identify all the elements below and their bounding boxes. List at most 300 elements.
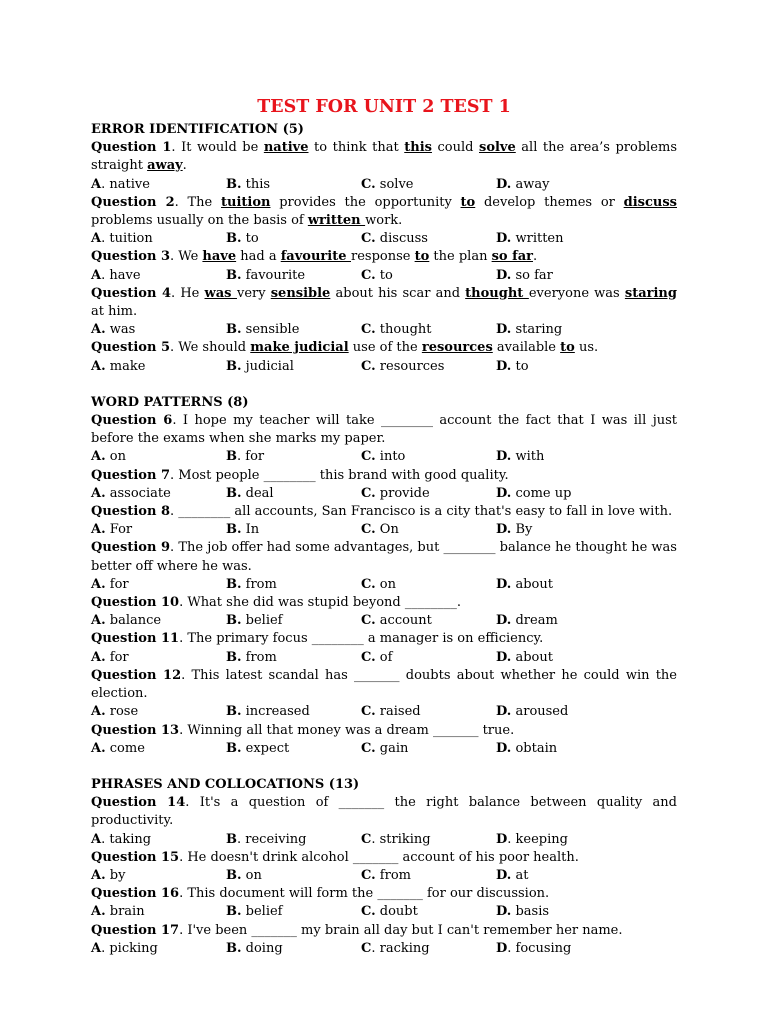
question-text bbox=[91, 139, 677, 175]
option-text: . tuition bbox=[101, 231, 153, 247]
option-text: at bbox=[511, 867, 529, 883]
option-letter: C. bbox=[361, 449, 376, 465]
question-segment: . The primary focus ________ a manager is on efficiency. bbox=[179, 631, 544, 647]
option-letter: B bbox=[226, 831, 237, 847]
option-letter: D. bbox=[496, 867, 512, 883]
option-letter: A. bbox=[91, 576, 106, 592]
option-text: to bbox=[241, 231, 259, 247]
answer-option bbox=[361, 321, 496, 339]
answer-option bbox=[226, 940, 361, 958]
answer-option bbox=[91, 576, 226, 594]
option-text: make bbox=[105, 358, 146, 374]
option-letter: A. bbox=[91, 867, 106, 883]
question-segment: . It's a question of _______ the right balance between quality and productivity. bbox=[91, 795, 677, 829]
option-letter: C. bbox=[361, 867, 376, 883]
option-text: about bbox=[511, 649, 553, 665]
underlined-segment: tuition bbox=[221, 194, 271, 210]
question-segment: at him. bbox=[91, 304, 138, 320]
option-text: written bbox=[511, 231, 564, 247]
option-letter: B. bbox=[226, 231, 242, 247]
answer-option bbox=[361, 576, 496, 594]
option-letter: D bbox=[496, 940, 508, 956]
option-text: rose bbox=[105, 704, 139, 720]
question-number: Question 14 bbox=[91, 795, 186, 811]
answer-options bbox=[91, 831, 677, 849]
option-letter: B. bbox=[226, 358, 242, 374]
question-segment: use of the bbox=[348, 340, 422, 356]
question-text bbox=[91, 539, 677, 575]
answer-option bbox=[226, 576, 361, 594]
option-letter: C. bbox=[361, 522, 376, 538]
option-text: of bbox=[375, 649, 393, 665]
question-segment: work. bbox=[365, 213, 403, 229]
option-text: judicial bbox=[241, 358, 294, 374]
question-segment: problems usually on the basis of bbox=[91, 213, 308, 229]
question-number: Question 8 bbox=[91, 504, 171, 520]
question-segment: very bbox=[236, 285, 271, 301]
answer-option bbox=[91, 649, 226, 667]
answer-option bbox=[226, 521, 361, 539]
option-text: In bbox=[241, 522, 260, 538]
option-letter: A. bbox=[91, 740, 106, 756]
page-title: TEST FOR UNIT 2 TEST 1 bbox=[257, 97, 511, 117]
option-letter: A bbox=[91, 940, 102, 956]
option-letter: B. bbox=[226, 267, 242, 283]
underlined-segment: was bbox=[204, 285, 237, 301]
option-text: expect bbox=[241, 740, 290, 756]
answer-option bbox=[496, 903, 631, 921]
option-letter: B. bbox=[226, 576, 242, 592]
option-text: into bbox=[375, 449, 406, 465]
option-letter: B bbox=[226, 449, 237, 465]
question-text bbox=[91, 667, 677, 703]
answer-option bbox=[496, 358, 631, 376]
answer-option bbox=[361, 176, 496, 194]
option-text: obtain bbox=[511, 740, 558, 756]
option-letter: A bbox=[91, 176, 102, 192]
question-segment: . bbox=[532, 249, 538, 265]
option-letter: A bbox=[91, 231, 102, 247]
question-segment: about his scar and bbox=[330, 285, 466, 301]
underlined-segment: discuss bbox=[623, 194, 677, 210]
question-segment: the plan bbox=[429, 249, 492, 265]
underlined-segment: this bbox=[404, 140, 432, 156]
option-text: . native bbox=[101, 176, 150, 192]
underlined-segment: make judicial bbox=[250, 340, 349, 356]
option-letter: D. bbox=[496, 322, 512, 338]
option-text: dream bbox=[511, 613, 558, 629]
answer-option bbox=[361, 903, 496, 921]
option-letter: D. bbox=[496, 576, 512, 592]
option-text: for bbox=[105, 576, 129, 592]
section-spacer bbox=[91, 758, 677, 776]
option-text: belief bbox=[241, 904, 283, 920]
option-letter: D. bbox=[496, 449, 512, 465]
option-text: discuss bbox=[375, 231, 428, 247]
option-letter: A. bbox=[91, 649, 106, 665]
option-text: doubt bbox=[375, 904, 418, 920]
question-number: Question 4 bbox=[91, 285, 172, 301]
section-heading: PHRASES AND COLLOCATIONS (13) bbox=[91, 776, 360, 792]
option-text: deal bbox=[241, 485, 274, 501]
question-text bbox=[91, 467, 677, 485]
question-segment: . He doesn't drink alcohol _______ account of his poor health. bbox=[179, 849, 579, 865]
underlined-segment: written bbox=[307, 213, 366, 229]
option-text: this bbox=[241, 176, 271, 192]
question-segment: . Most people ________ this brand with good quality. bbox=[170, 467, 509, 483]
question-number: Question 1 bbox=[91, 140, 172, 156]
option-text: doing bbox=[241, 940, 283, 956]
question-text bbox=[91, 412, 677, 448]
underlined-segment: solve bbox=[479, 140, 516, 156]
question-segment: develop themes or bbox=[475, 194, 624, 210]
question-text bbox=[91, 885, 677, 903]
question-segment: . We bbox=[170, 249, 203, 265]
answer-option bbox=[361, 867, 496, 885]
question-text bbox=[91, 248, 677, 266]
question-segment: . What she did was stupid beyond ________. bbox=[179, 595, 461, 611]
option-text: on bbox=[241, 867, 262, 883]
option-letter: B. bbox=[226, 613, 242, 629]
answer-option bbox=[226, 321, 361, 339]
answer-option bbox=[496, 867, 631, 885]
question-segment: . He bbox=[171, 285, 205, 301]
answer-options bbox=[91, 358, 677, 376]
option-letter: A. bbox=[91, 904, 106, 920]
underlined-segment: to bbox=[460, 194, 476, 210]
answer-option bbox=[226, 649, 361, 667]
answer-option bbox=[361, 703, 496, 721]
answer-option bbox=[226, 176, 361, 194]
option-letter: D. bbox=[496, 904, 512, 920]
option-letter: D. bbox=[496, 358, 512, 374]
question-text bbox=[91, 194, 677, 230]
question-segment: . The bbox=[174, 194, 222, 210]
option-letter: D. bbox=[496, 649, 512, 665]
option-text: balance bbox=[105, 613, 162, 629]
answer-options bbox=[91, 649, 677, 667]
answer-option bbox=[496, 740, 631, 758]
option-text: favourite bbox=[241, 267, 306, 283]
answer-option bbox=[226, 740, 361, 758]
option-text: . for bbox=[237, 449, 265, 465]
answer-option bbox=[226, 703, 361, 721]
option-letter: C. bbox=[361, 649, 376, 665]
option-text: away bbox=[511, 176, 550, 192]
answer-option bbox=[226, 485, 361, 503]
option-letter: B. bbox=[226, 649, 242, 665]
question-segment: . I've been _______ my brain all day but I can't remember her name. bbox=[179, 922, 623, 938]
answer-options bbox=[91, 612, 677, 630]
underlined-segment: sensible bbox=[270, 285, 331, 301]
option-text: to bbox=[511, 358, 529, 374]
option-letter: D. bbox=[496, 231, 512, 247]
option-text: . have bbox=[101, 267, 141, 283]
question-number: Question 17 bbox=[91, 922, 180, 938]
question-text bbox=[91, 503, 677, 521]
answer-options bbox=[91, 703, 677, 721]
option-text: with bbox=[511, 449, 545, 465]
answer-option bbox=[226, 612, 361, 630]
option-text: was bbox=[105, 322, 136, 338]
option-text: raised bbox=[375, 704, 421, 720]
question-number: Question 3 bbox=[91, 249, 171, 265]
question-segment: all the area’s problems straight bbox=[91, 140, 677, 174]
option-text: from bbox=[375, 867, 411, 883]
option-letter: C. bbox=[361, 613, 376, 629]
option-letter: D. bbox=[496, 522, 512, 538]
option-letter: C. bbox=[361, 176, 376, 192]
answer-option bbox=[91, 485, 226, 503]
question-segment: . The job offer had some advantages, but ________ balance he thought he was better off where he was. bbox=[91, 540, 677, 574]
option-letter: C. bbox=[361, 704, 376, 720]
option-text: increased bbox=[241, 704, 310, 720]
test-blocks bbox=[91, 121, 677, 958]
option-text: on bbox=[105, 449, 126, 465]
option-letter: A. bbox=[91, 485, 106, 501]
answer-option bbox=[226, 903, 361, 921]
option-letter: C bbox=[361, 831, 372, 847]
answer-option bbox=[496, 321, 631, 339]
answer-options bbox=[91, 576, 677, 594]
underlined-segment: so far bbox=[491, 249, 533, 265]
question-segment: available bbox=[492, 340, 561, 356]
option-text: belief bbox=[241, 613, 283, 629]
question-number: Question 11 bbox=[91, 631, 180, 647]
option-letter: C. bbox=[361, 322, 376, 338]
option-text: . racking bbox=[371, 940, 430, 956]
answer-option bbox=[361, 612, 496, 630]
answer-option bbox=[226, 831, 361, 849]
option-letter: C. bbox=[361, 740, 376, 756]
option-text: associate bbox=[105, 485, 171, 501]
underlined-segment: favourite bbox=[280, 249, 351, 265]
document-body bbox=[91, 95, 677, 958]
answer-option bbox=[361, 448, 496, 466]
option-text: . striking bbox=[371, 831, 431, 847]
answer-option bbox=[496, 230, 631, 248]
question-number: Question 13 bbox=[91, 722, 180, 738]
answer-options bbox=[91, 230, 677, 248]
answer-option bbox=[226, 230, 361, 248]
question-text bbox=[91, 849, 677, 867]
question-segment: . I hope my teacher will take ________ account the fact that I was ill just before the exams when she marks my paper. bbox=[91, 413, 677, 447]
question-text bbox=[91, 285, 677, 321]
answer-option bbox=[496, 448, 631, 466]
option-letter: A. bbox=[91, 522, 106, 538]
answer-option bbox=[91, 176, 226, 194]
option-letter: B. bbox=[226, 522, 242, 538]
option-text: brain bbox=[105, 904, 145, 920]
option-text: resources bbox=[375, 358, 445, 374]
option-letter: C. bbox=[361, 231, 376, 247]
question-number: Question 10 bbox=[91, 595, 180, 611]
option-text: account bbox=[375, 613, 432, 629]
answer-option bbox=[496, 940, 631, 958]
option-text: by bbox=[105, 867, 126, 883]
answer-options bbox=[91, 267, 677, 285]
option-letter: A bbox=[91, 267, 102, 283]
answer-option bbox=[91, 740, 226, 758]
answer-options bbox=[91, 321, 677, 339]
answer-option bbox=[496, 267, 631, 285]
answer-option bbox=[226, 867, 361, 885]
answer-option bbox=[361, 230, 496, 248]
option-letter: C. bbox=[361, 576, 376, 592]
option-text: on bbox=[375, 576, 396, 592]
answer-option bbox=[496, 612, 631, 630]
option-text: . keeping bbox=[507, 831, 568, 847]
option-text: for bbox=[105, 649, 129, 665]
option-letter: A. bbox=[91, 449, 106, 465]
question-segment: could bbox=[431, 140, 479, 156]
underlined-segment: thought bbox=[465, 285, 529, 301]
section-heading: ERROR IDENTIFICATION (5) bbox=[91, 122, 304, 137]
option-letter: A. bbox=[91, 704, 106, 720]
option-letter: A. bbox=[91, 322, 106, 338]
answer-option bbox=[496, 485, 631, 503]
option-text: gain bbox=[375, 740, 409, 756]
answer-option bbox=[361, 740, 496, 758]
option-letter: A. bbox=[91, 613, 106, 629]
answer-option bbox=[361, 940, 496, 958]
option-text: come up bbox=[511, 485, 572, 501]
option-letter: A. bbox=[91, 358, 106, 374]
answer-options bbox=[91, 521, 677, 539]
option-text: from bbox=[241, 576, 277, 592]
option-letter: A bbox=[91, 831, 102, 847]
answer-option bbox=[496, 649, 631, 667]
option-letter: D. bbox=[496, 176, 512, 192]
option-text: from bbox=[241, 649, 277, 665]
answer-options bbox=[91, 176, 677, 194]
underlined-segment: have bbox=[202, 249, 237, 265]
question-number: Question 9 bbox=[91, 540, 171, 556]
answer-options bbox=[91, 740, 677, 758]
question-segment: us. bbox=[574, 340, 599, 356]
option-text: On bbox=[375, 522, 399, 538]
option-text: . picking bbox=[101, 940, 158, 956]
answer-option bbox=[91, 521, 226, 539]
question-number: Question 15 bbox=[91, 849, 180, 865]
answer-option bbox=[496, 831, 631, 849]
question-segment: . We should bbox=[170, 340, 251, 356]
question-segment: everyone was bbox=[528, 285, 625, 301]
option-text: . receiving bbox=[237, 831, 307, 847]
answer-option bbox=[91, 903, 226, 921]
answer-option bbox=[361, 267, 496, 285]
option-text: aroused bbox=[511, 704, 569, 720]
option-letter: B. bbox=[226, 322, 242, 338]
question-text bbox=[91, 722, 677, 740]
answer-options bbox=[91, 448, 677, 466]
option-letter: B. bbox=[226, 704, 242, 720]
option-letter: D. bbox=[496, 613, 512, 629]
option-text: so far bbox=[511, 267, 553, 283]
option-text: . focusing bbox=[507, 940, 572, 956]
option-text: thought bbox=[375, 322, 432, 338]
answer-option bbox=[496, 703, 631, 721]
answer-option bbox=[91, 940, 226, 958]
answer-option bbox=[361, 358, 496, 376]
question-segment: provides the opportunity bbox=[270, 194, 461, 210]
section-spacer bbox=[91, 376, 677, 394]
option-letter: C bbox=[361, 940, 372, 956]
question-number: Question 5 bbox=[91, 340, 171, 356]
option-text: provide bbox=[375, 485, 430, 501]
option-text: sensible bbox=[241, 322, 300, 338]
question-number: Question 6 bbox=[91, 413, 173, 429]
answer-option bbox=[91, 448, 226, 466]
answer-option bbox=[226, 267, 361, 285]
option-letter: B. bbox=[226, 485, 242, 501]
answer-option bbox=[91, 358, 226, 376]
answer-option bbox=[91, 703, 226, 721]
question-segment: . It would be bbox=[171, 140, 264, 156]
question-text bbox=[91, 594, 677, 612]
question-segment: . This document will form the _______ for our discussion. bbox=[179, 886, 550, 902]
option-text: solve bbox=[375, 176, 414, 192]
option-letter: D. bbox=[496, 740, 512, 756]
option-letter: C. bbox=[361, 485, 376, 501]
option-text: For bbox=[105, 522, 133, 538]
question-text bbox=[91, 922, 677, 940]
underlined-segment: to bbox=[414, 249, 430, 265]
option-letter: D. bbox=[496, 267, 512, 283]
question-number: Question 16 bbox=[91, 886, 180, 902]
option-letter: B. bbox=[226, 867, 242, 883]
answer-option bbox=[226, 358, 361, 376]
section-heading: WORD PATTERNS (8) bbox=[91, 394, 249, 410]
answer-option bbox=[226, 448, 361, 466]
answer-option bbox=[496, 521, 631, 539]
answer-option bbox=[361, 831, 496, 849]
underlined-segment: resources bbox=[421, 340, 493, 356]
answer-option bbox=[496, 176, 631, 194]
option-letter: D bbox=[496, 831, 508, 847]
option-text: . taking bbox=[101, 831, 152, 847]
underlined-segment: staring bbox=[624, 285, 677, 301]
option-text: By bbox=[511, 522, 533, 538]
underlined-segment: away bbox=[147, 158, 183, 174]
question-segment: . This latest scandal has _______ doubts about whether he could win the election. bbox=[91, 667, 677, 702]
question-segment: had a bbox=[236, 249, 281, 265]
question-text bbox=[91, 339, 677, 357]
option-letter: C. bbox=[361, 358, 376, 374]
answer-options bbox=[91, 940, 677, 958]
answer-options bbox=[91, 867, 677, 885]
question-text bbox=[91, 630, 677, 648]
option-letter: D. bbox=[496, 485, 512, 501]
answer-option bbox=[361, 521, 496, 539]
answer-option bbox=[496, 576, 631, 594]
underlined-segment: to bbox=[560, 340, 575, 356]
option-letter: C. bbox=[361, 267, 376, 283]
question-number: Question 2 bbox=[91, 194, 175, 210]
question-number: Question 12 bbox=[91, 667, 182, 683]
option-letter: C. bbox=[361, 904, 376, 920]
option-letter: B. bbox=[226, 940, 242, 956]
option-letter: B. bbox=[226, 176, 242, 192]
option-letter: B. bbox=[226, 740, 242, 756]
answer-option bbox=[361, 485, 496, 503]
answer-option bbox=[91, 230, 226, 248]
option-letter: D. bbox=[496, 704, 512, 720]
option-text: to bbox=[375, 267, 393, 283]
answer-option bbox=[361, 649, 496, 667]
answer-option bbox=[91, 321, 226, 339]
answer-option bbox=[91, 267, 226, 285]
